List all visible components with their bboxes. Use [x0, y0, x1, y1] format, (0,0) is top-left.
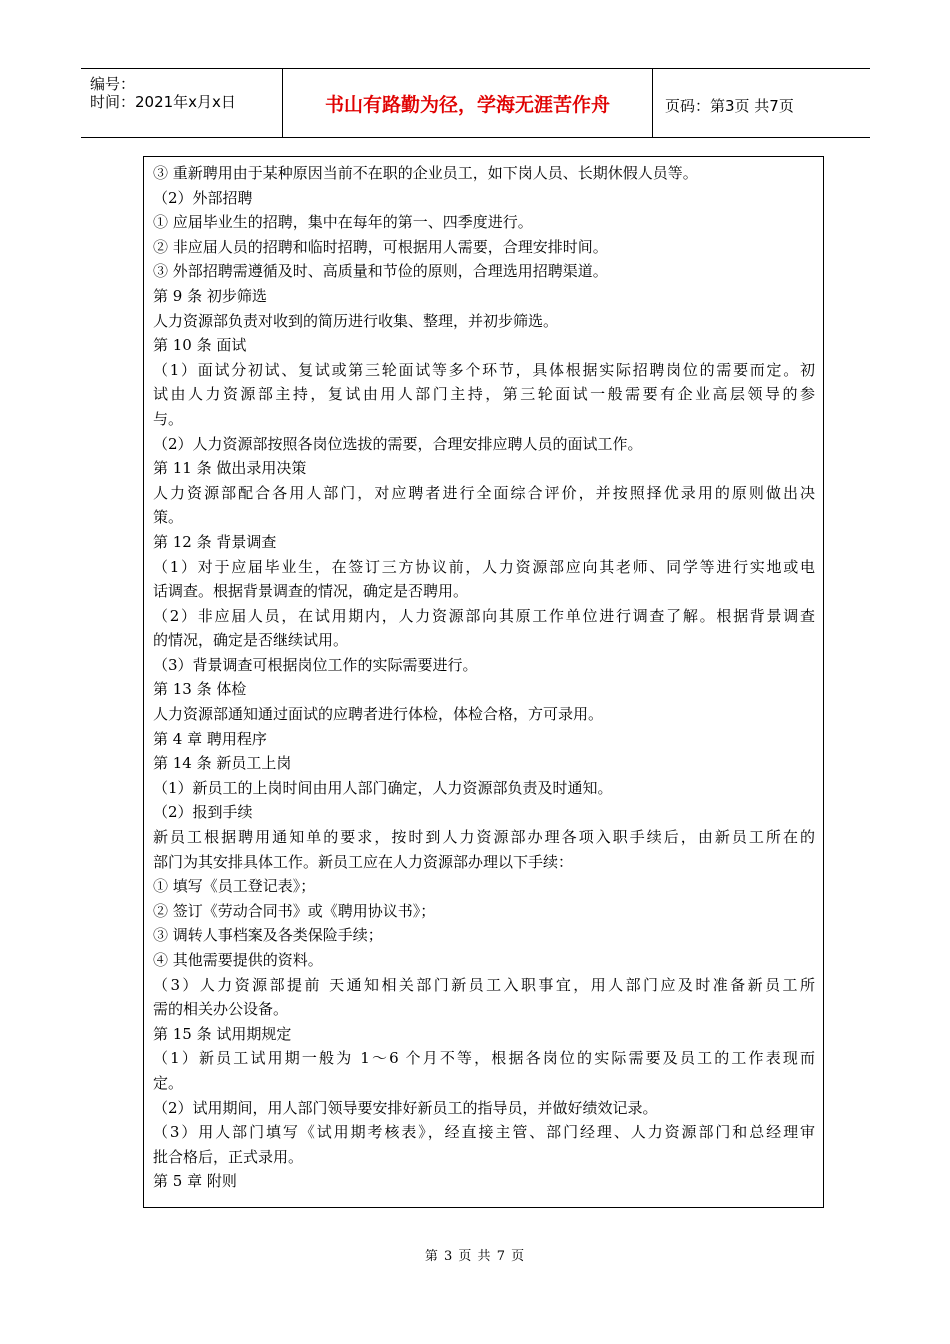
body-line: 第 5 章 附则: [153, 1172, 237, 1191]
body-line: （2）人力资源部按照各岗位选拔的需要，合理安排应聘人员的面试工作。: [153, 434, 643, 453]
page-footer: 第 3 页 共 7 页: [424, 1249, 526, 1264]
body-line: 第 10 条 面试: [153, 336, 247, 355]
document-date-label: 时间：2021年x月x日: [90, 93, 236, 111]
body-line: （3）人力资源部提前 天通知相关部门新员工入职事宜，用人部门应及时准备新员工所: [153, 975, 815, 994]
body-line: ② 签订《劳动合同书》或《聘用协议书》；: [153, 901, 436, 920]
header-page-number: 页码：第3页 共7页: [665, 97, 794, 115]
body-line: （1）面试分初试、复试或第三轮面试等多个环节，具体根据实际招聘岗位的需要而定。初: [153, 360, 815, 379]
body-line: 人力资源部通知通过面试的应聘者进行体检，体检合格，方可录用。: [153, 705, 604, 724]
body-line: ① 应届毕业生的招聘，集中在每年的第一、四季度进行。: [153, 213, 533, 232]
body-line: （1）新员工的上岗时间由用人部门确定，人力资源部负责及时通知。: [153, 778, 613, 797]
body-line: 策。: [153, 508, 184, 527]
body-line: 第 14 条 新员工上岗: [153, 754, 292, 773]
body-line: 部门为其安排具体工作。新员工应在人力资源部办理以下手续：: [153, 852, 574, 871]
body-line: （1）对于应届毕业生，在签订三方协议前，人力资源部应向其老师、同学等进行实地或电: [153, 557, 815, 576]
body-line: ② 非应届人员的招聘和临时招聘，可根据用人需要，合理安排时间。: [153, 237, 608, 256]
body-line: 第 12 条 背景调查: [153, 532, 277, 551]
body-line: 定。: [153, 1073, 184, 1092]
body-line: 人力资源部配合各用人部门，对应聘者进行全面综合评价，并按照择优录用的原则做出决: [153, 483, 815, 502]
body-line: （2）非应届人员，在试用期内，人力资源部向其原工作单位进行调查了解。根据背景调查: [153, 606, 815, 625]
body-line: 话调查。根据背景调查的情况，确定是否聘用。: [153, 582, 469, 601]
body-line: （2）报到手续: [153, 803, 253, 822]
body-line: （3）用人部门填写《试用期考核表》，经直接主管、部门经理、人力资源部门和总经理审: [153, 1123, 815, 1142]
body-line: ③ 重新聘用由于某种原因当前不在职的企业员工，如下岗人员、长期休假人员等。: [153, 164, 698, 182]
body-line: 第 13 条 体检: [153, 680, 247, 699]
body-line: 新员工根据聘用通知单的要求，按时到人力资源部办理各项入职手续后，由新员工所在的: [153, 828, 815, 847]
body-line: 第 15 条 试用期规定: [153, 1024, 292, 1043]
body-line: （2）试用期间，用人部门领导要安排好新员工的指导员，并做好绩效记录。: [153, 1098, 658, 1117]
document-body: [143, 156, 824, 1208]
document-number-label: 编号：: [90, 75, 136, 93]
page-header: [81, 68, 870, 138]
body-line: 与。: [153, 409, 184, 428]
body-line: ③ 调转人事档案及各类保险手续；: [153, 926, 383, 945]
body-line: （1）新员工试用期一般为 1～6 个月不等，根据各岗位的实际需要及员工的工作表现而: [153, 1049, 815, 1068]
body-line: 第 9 条 初步筛选: [153, 286, 267, 305]
header-motto: 书山有路勤为径，学海无涯苦作舟: [324, 93, 610, 116]
body-line: 需的相关办公设备。: [153, 1000, 289, 1019]
body-line: 试由人力资源部主持，复试由用人部门主持，第三轮面试一般需要有企业高层领导的参: [153, 385, 815, 404]
header-divider: [652, 69, 653, 137]
body-line: 第 4 章 聘用程序: [153, 729, 267, 748]
body-line: ① 填写《员工登记表》；: [153, 877, 316, 896]
body-line: （2）外部招聘: [153, 188, 253, 207]
body-line: 批合格后，正式录用。: [153, 1147, 304, 1166]
body-line: 的情况，确定是否继续试用。: [153, 631, 349, 650]
body-line: ③ 外部招聘需遵循及时、高质量和节俭的原则，合理选用招聘渠道。: [153, 262, 608, 281]
body-line: ④ 其他需要提供的资料。: [153, 951, 323, 969]
body-line: （3）背景调查可根据岗位工作的实际需要进行。: [153, 655, 478, 674]
body-line: 第 11 条 做出录用决策: [153, 459, 307, 478]
header-meta: [81, 69, 281, 137]
body-line: 人力资源部负责对收到的简历进行收集、整理，并初步筛选。: [153, 311, 559, 330]
